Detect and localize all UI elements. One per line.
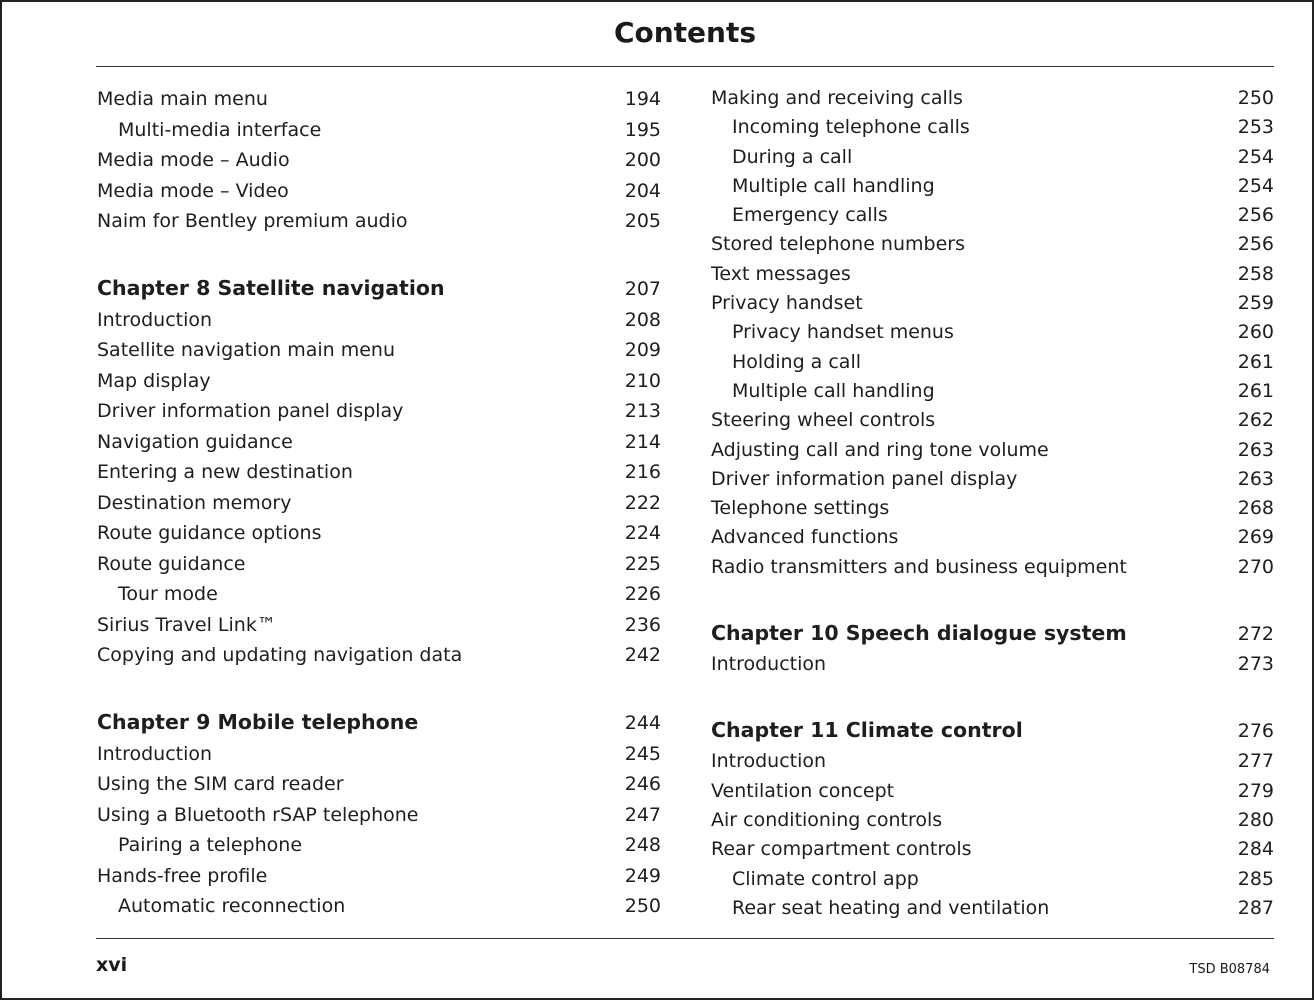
toc-page-number: 250 [1237, 87, 1274, 109]
toc-page-number: 262 [1237, 409, 1274, 432]
toc-entry-label: Steering wheel controls [711, 409, 936, 432]
toc-entry-label: Privacy handset menus [732, 321, 954, 344]
toc-entry-label: Media mode – Video [97, 179, 289, 202]
toc-entry-label: Introduction [711, 653, 827, 676]
toc-subentry[interactable] [711, 318, 1274, 347]
toc-page-number: 253 [1237, 116, 1274, 139]
toc-entry-label: Telephone settings [711, 497, 890, 520]
toc-entry[interactable] [97, 549, 661, 580]
toc-page-number: 270 [1237, 555, 1274, 578]
top-divider [96, 66, 1274, 67]
toc-entry-label: Pairing a telephone [118, 834, 303, 856]
toc-entry-label: Destination memory [97, 491, 292, 514]
toc-entry[interactable] [711, 777, 1274, 806]
toc-page-number: 210 [624, 369, 661, 392]
toc-chapter-heading[interactable] [97, 705, 661, 739]
toc-page-number: 254 [1237, 174, 1274, 197]
toc-entry[interactable] [97, 84, 661, 115]
toc-page-number: 195 [624, 118, 661, 141]
toc-chapter-heading[interactable] [711, 616, 1274, 650]
toc-entry[interactable] [97, 518, 661, 549]
toc-page-number: 200 [624, 149, 661, 171]
toc-page-number: 205 [624, 210, 661, 232]
page-title: Contents [613, 16, 757, 49]
toc-page-number: 245 [624, 742, 661, 765]
toc-entry-label: Incoming telephone calls [732, 116, 970, 139]
toc-page-number: 224 [624, 522, 661, 544]
toc-page-number: 279 [1237, 779, 1274, 802]
toc-entry-label: Privacy handset [711, 292, 863, 315]
toc-entry-label: Radio transmitters and business equipment [711, 555, 1127, 578]
toc-page-number: 273 [1237, 653, 1274, 676]
toc-entry-label: Rear seat heating and ventilation [732, 896, 1050, 919]
toc-entry[interactable] [711, 523, 1274, 552]
toc-entry[interactable] [97, 610, 661, 641]
toc-page-number: 246 [624, 773, 661, 795]
toc-entry-label: Navigation guidance [97, 430, 293, 453]
toc-entry[interactable] [97, 396, 661, 427]
toc-page-number: 214 [624, 430, 661, 453]
toc-page-number: 208 [624, 308, 661, 331]
toc-page-number: 276 [1237, 720, 1274, 743]
toc-entry-label: Route guidance options [97, 522, 322, 544]
toc-entry[interactable] [97, 739, 661, 770]
toc-entry-label: Emergency calls [732, 204, 888, 227]
toc-entry-label: During a call [732, 145, 853, 168]
toc-entry-label: Chapter 9 Mobile telephone [97, 709, 419, 734]
toc-subentry[interactable] [97, 115, 661, 146]
toc-entry-label: Chapter 10 Speech dialogue system [711, 621, 1127, 646]
toc-page-number: 204 [624, 179, 661, 202]
toc-entry-label: Making and receiving calls [711, 87, 963, 109]
toc-page-number: 248 [624, 834, 661, 856]
toc-page-number: 259 [1237, 292, 1274, 315]
toc-entry[interactable] [97, 800, 661, 831]
toc-page-number: 287 [1237, 896, 1274, 919]
toc-entry[interactable] [97, 769, 661, 800]
toc-subentry[interactable] [711, 172, 1274, 201]
toc-entry[interactable] [711, 553, 1274, 582]
toc-entry[interactable] [97, 488, 661, 519]
toc-page-number: 280 [1237, 808, 1274, 831]
toc-entry-label: Entering a new destination [97, 461, 353, 483]
toc-page-number: 269 [1237, 526, 1274, 549]
toc-subentry[interactable] [711, 201, 1274, 230]
toc-entry[interactable] [711, 289, 1274, 318]
toc-entry[interactable] [711, 806, 1274, 835]
toc-chapter-heading[interactable] [97, 271, 661, 305]
toc-page-number: 261 [1237, 379, 1274, 402]
toc-entry[interactable] [97, 366, 661, 397]
toc-page-number: 263 [1237, 467, 1274, 490]
toc-entry-label: Climate control app [732, 867, 919, 890]
toc-entry-label: Media mode – Audio [97, 149, 290, 171]
toc-page-number: 207 [624, 277, 661, 300]
contents-left-column [97, 84, 661, 922]
toc-entry-label: Air conditioning controls [711, 808, 943, 831]
toc-subentry[interactable] [711, 865, 1274, 894]
toc-entry[interactable] [711, 436, 1274, 465]
toc-page-number: 216 [624, 461, 661, 483]
toc-page-number: 272 [1237, 623, 1274, 646]
toc-entry[interactable] [711, 465, 1274, 494]
toc-page-number: 222 [624, 491, 661, 514]
toc-entry[interactable] [97, 457, 661, 488]
toc-entry-label: Automatic reconnection [118, 895, 346, 917]
toc-page-number: 256 [1237, 204, 1274, 227]
toc-page-number: 247 [624, 803, 661, 826]
toc-entry-label: Chapter 8 Satellite navigation [97, 275, 445, 300]
toc-entry[interactable] [711, 747, 1274, 776]
toc-page-number: 258 [1237, 262, 1274, 285]
toc-entry-label: Media main menu [97, 88, 268, 110]
toc-entry-label: Naim for Bentley premium audio [97, 210, 408, 232]
toc-entry-label: Rear compartment controls [711, 838, 972, 861]
toc-page-number: 249 [624, 864, 661, 887]
toc-entry-label: Text messages [711, 262, 851, 285]
toc-entry-label: Stored telephone numbers [711, 233, 965, 256]
toc-entry-label: Copying and updating navigation data [97, 644, 463, 666]
toc-entry-label: Introduction [97, 308, 213, 331]
toc-page-number: 268 [1237, 497, 1274, 520]
toc-entry[interactable] [97, 427, 661, 458]
toc-subentry[interactable] [711, 143, 1274, 172]
toc-entry[interactable] [711, 494, 1274, 523]
toc-page-number: 263 [1237, 438, 1274, 461]
toc-entry[interactable] [711, 84, 1274, 113]
toc-entry-label: Route guidance [97, 552, 246, 575]
toc-page-number: 236 [624, 613, 661, 636]
toc-page-number: 284 [1237, 838, 1274, 861]
toc-entry-label: Using the SIM card reader [97, 773, 344, 795]
toc-entry[interactable] [711, 230, 1274, 259]
toc-entry-label: Multiple call handling [732, 174, 935, 197]
toc-page-number: 260 [1237, 321, 1274, 344]
toc-page-number: 256 [1237, 233, 1274, 256]
toc-subentry[interactable] [711, 377, 1274, 406]
toc-entry-label: Ventilation concept [711, 779, 895, 802]
toc-entry[interactable] [97, 206, 661, 237]
toc-entry-label: Tour mode [118, 583, 218, 605]
toc-entry[interactable] [97, 335, 661, 366]
toc-entry-label: Multi-media interface [118, 118, 322, 141]
toc-entry-label: Sirius Travel Link™ [97, 613, 276, 636]
toc-page-number: 244 [624, 711, 661, 734]
toc-page-number: 250 [624, 895, 661, 917]
contents-right-column [711, 84, 1274, 923]
toc-entry-label: Introduction [97, 742, 213, 765]
toc-subentry[interactable] [97, 830, 661, 861]
toc-entry[interactable] [711, 406, 1274, 435]
toc-entry-label: Driver information panel display [97, 400, 404, 422]
toc-page-number: 242 [624, 644, 661, 666]
toc-page-number: 209 [624, 339, 661, 361]
toc-entry[interactable] [97, 176, 661, 207]
toc-page-number: 225 [624, 552, 661, 575]
toc-entry[interactable] [97, 640, 661, 671]
toc-page-number: 254 [1237, 145, 1274, 168]
toc-entry-label: Adjusting call and ring tone volume [711, 438, 1049, 461]
toc-entry-label: Driver information panel display [711, 467, 1018, 490]
toc-entry[interactable] [711, 260, 1274, 289]
toc-subentry[interactable] [97, 891, 661, 922]
toc-page-number: 285 [1237, 867, 1274, 890]
bottom-divider [96, 938, 1274, 939]
toc-entry-label: Using a Bluetooth rSAP telephone [97, 803, 419, 826]
toc-entry[interactable] [97, 145, 661, 176]
toc-page-number: 277 [1237, 750, 1274, 773]
toc-page-number: 213 [624, 400, 661, 422]
document-code: TSD B08784 [1189, 962, 1270, 977]
toc-subentry[interactable] [711, 348, 1274, 377]
page-number-label: xvi [96, 954, 128, 976]
toc-entry[interactable] [97, 861, 661, 892]
toc-entry-label: Chapter 11 Climate control [711, 718, 1023, 743]
toc-entry-label: Introduction [711, 750, 827, 773]
toc-page-number: 261 [1237, 350, 1274, 373]
toc-entry-label: Map display [97, 369, 211, 392]
toc-entry-label: Multiple call handling [732, 379, 935, 402]
toc-entry[interactable] [711, 650, 1274, 679]
toc-entry[interactable] [711, 835, 1274, 864]
toc-chapter-heading[interactable] [711, 713, 1274, 747]
toc-subentry[interactable] [711, 894, 1274, 923]
toc-subentry[interactable] [711, 113, 1274, 142]
toc-entry-label: Holding a call [732, 350, 862, 373]
toc-entry-label: Advanced functions [711, 526, 899, 549]
toc-entry-label: Hands-free profile [97, 864, 268, 887]
toc-entry-label: Satellite navigation main menu [97, 339, 395, 361]
toc-subentry[interactable] [97, 579, 661, 610]
toc-entry[interactable] [97, 305, 661, 336]
toc-page-number: 194 [624, 88, 661, 110]
toc-page-number: 226 [624, 583, 661, 605]
